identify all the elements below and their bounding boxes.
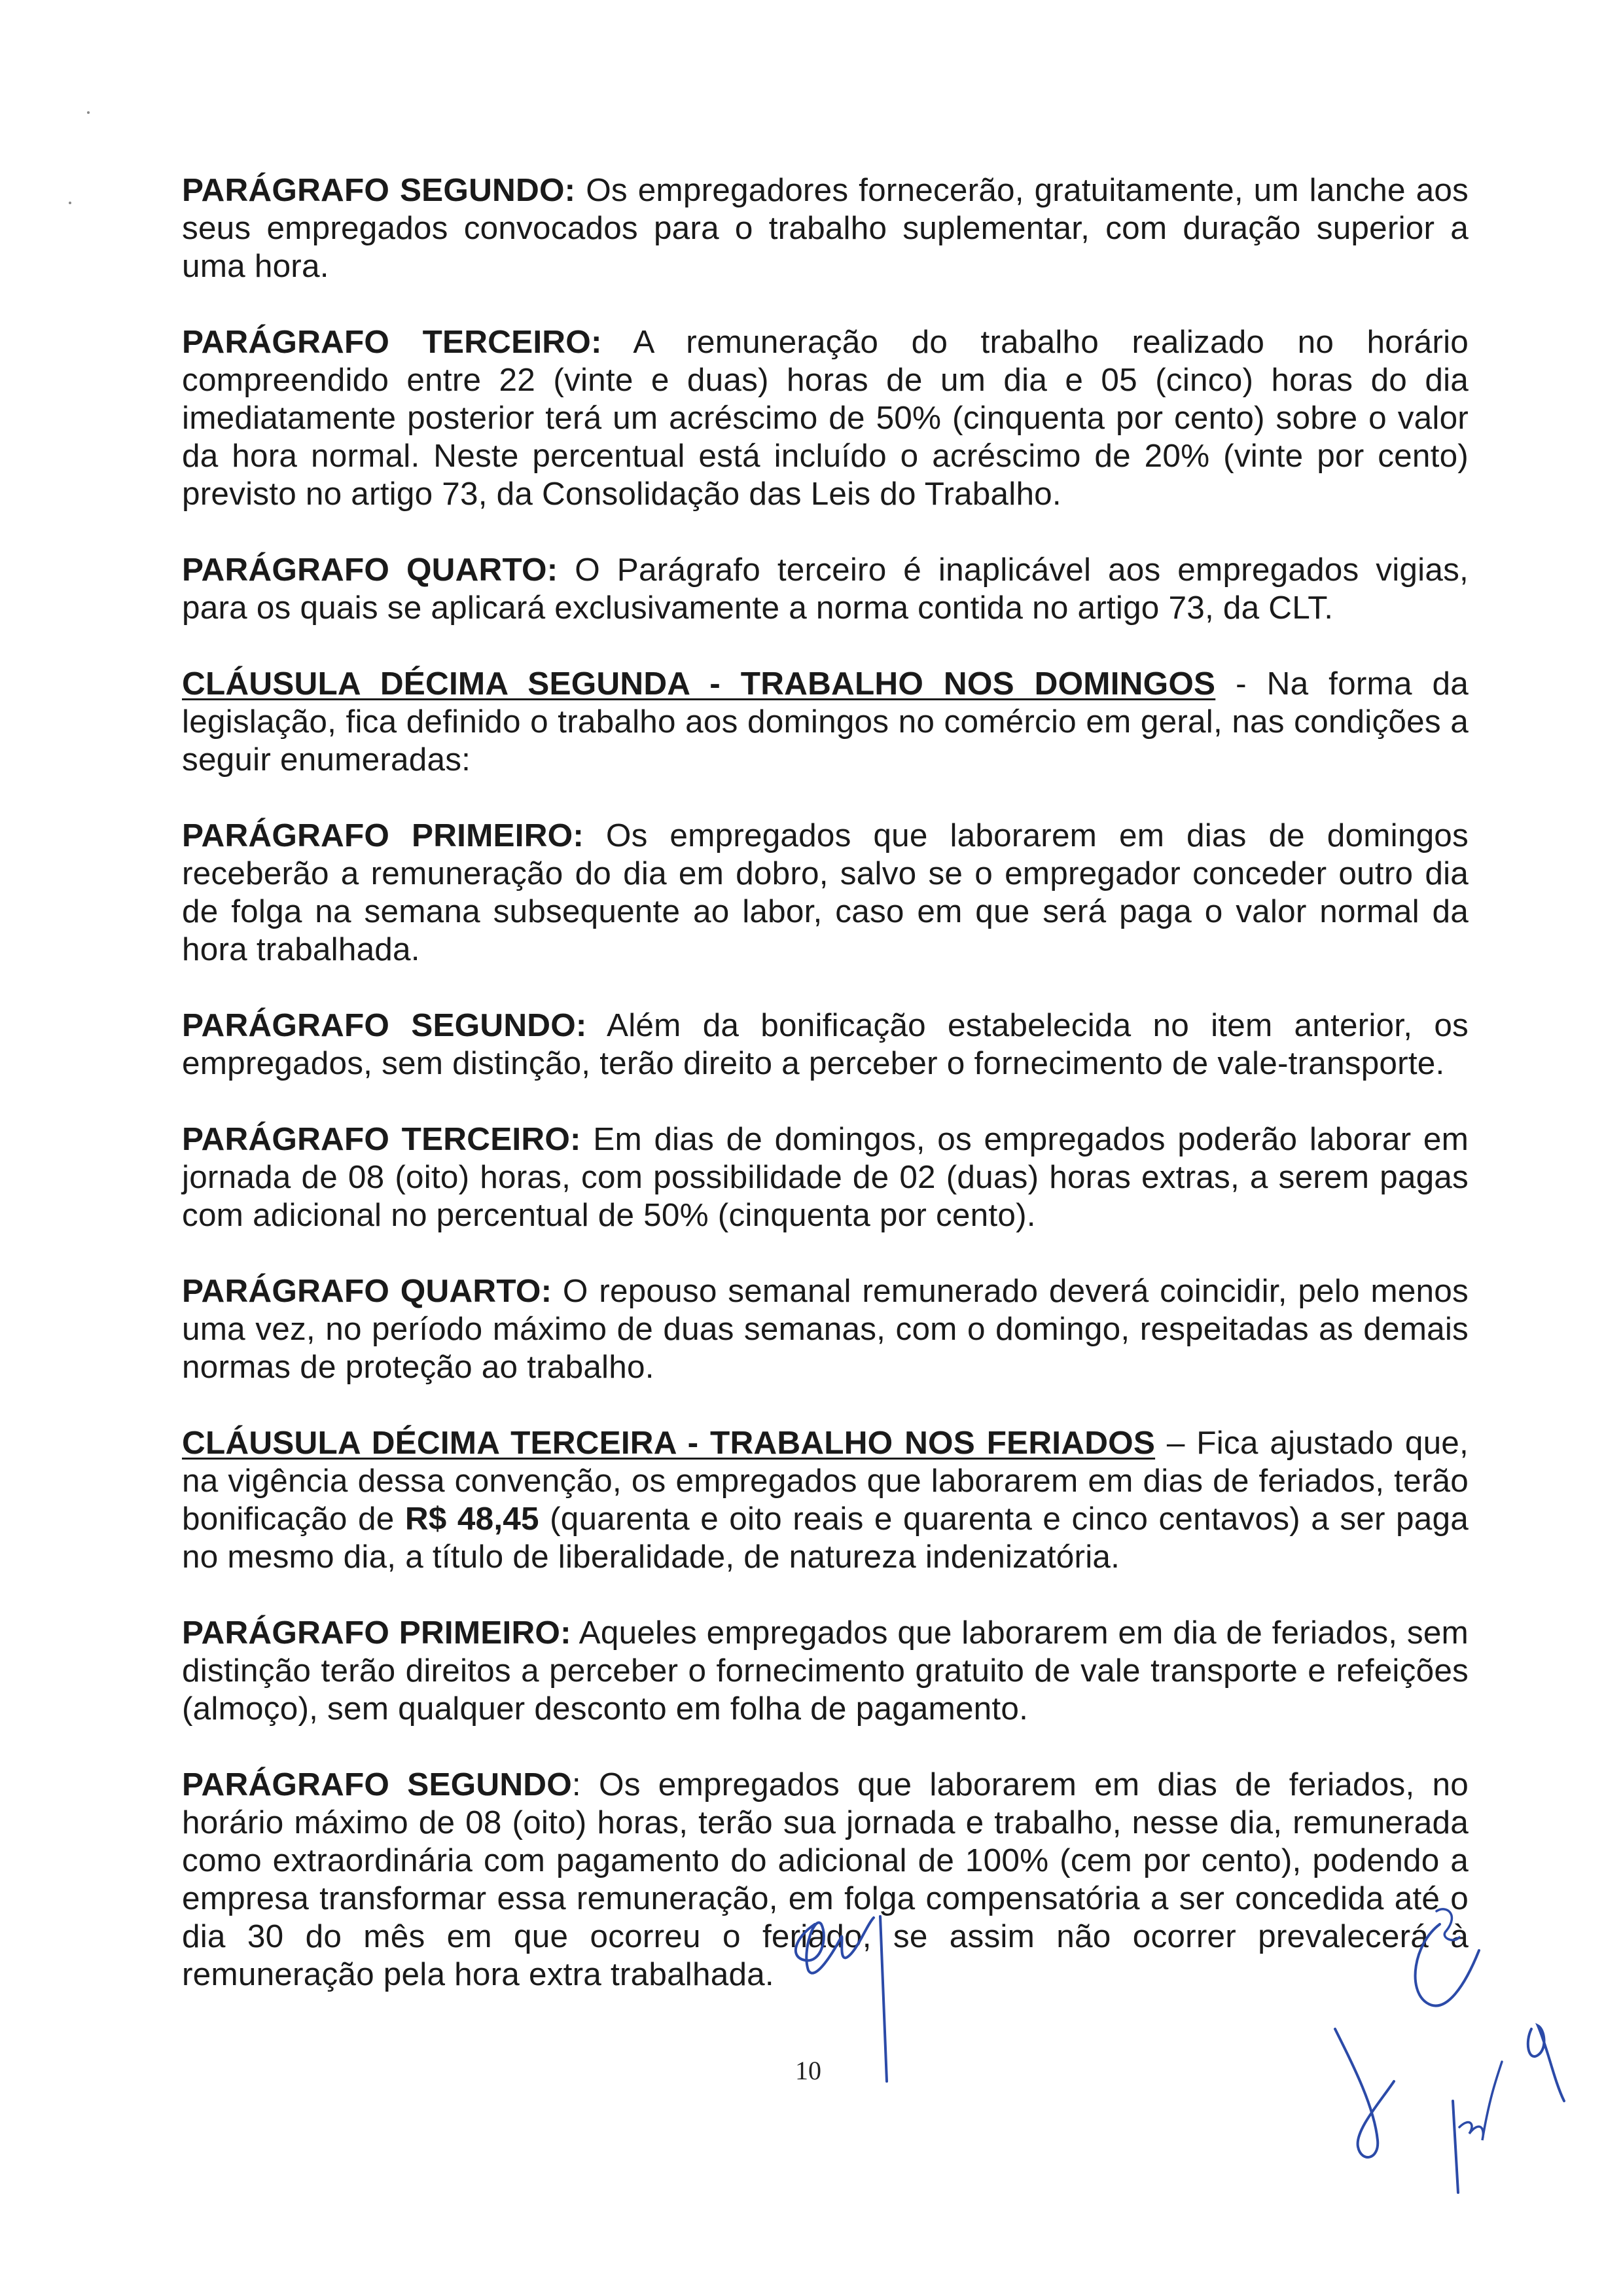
paragraph-text: Os empregados que laborarem em dias de domingos receberão a remuneração do dia em dobro, salvo se o empregador conceder outro dia de folga na semana subsequente ao labor, caso em que será paga o valor normal da hora trabalhada. <box>182 817 1469 967</box>
bonus-amount: R$ 48,45 <box>404 1501 539 1537</box>
paragraph-quarto <box>182 1272 1469 1386</box>
paragraph-segundo <box>182 171 1469 285</box>
signature-icon <box>1329 2003 1584 2199</box>
paragraph-terceiro <box>182 323 1469 513</box>
paragraph-text: : Os empregados que laborarem em dias de feriados, no horário máximo de 08 (oito) horas, terão sua jornada e trabalho, nesse dia, remunerada como extraordinária com pagamento do adicional de 100% (cem por cento), podendo a empresa transformar essa remuneração, em folga compensatória a ser concedida até o dia 30 do mês em que ocorreu o feriado, se assim não ocorrer prevalecerá à remuneração pela hora extra trabalhada. <box>182 1767 1469 1992</box>
paragraph-text: Aqueles empregados que laborarem em dia de feriados, sem distinção terão direitos a perceber o fornecimento gratuito de vale transporte e refeições (almoço), sem qualquer desconto em folha de pagamento. <box>182 1615 1469 1727</box>
clause-decima-segunda <box>182 665 1469 779</box>
clause-title: CLÁUSULA DÉCIMA TERCEIRA - TRABALHO NOS FERIADOS <box>182 1425 1156 1461</box>
page-number: 10 <box>795 2056 821 2085</box>
paragraph-text: Os empregadores fornecerão, gratuitamente, um lanche aos seus empregados convocados para o trabalho suplementar, com duração superior a uma hora. <box>182 172 1469 284</box>
paragraph-label: PARÁGRAFO TERCEIRO: <box>182 324 602 360</box>
scan-speck <box>69 202 71 204</box>
clause-text: – Fica ajustado que, na vigência dessa convenção, os empregados que laborarem em dias de feriados, terão bonificação de <box>182 1425 1469 1537</box>
paragraph-text: A remuneração do trabalho realizado no horário compreendido entre 22 (vinte e duas) horas de um dia e 05 (cinco) horas do dia imediatamente posterior terá um acréscimo de 50% (cinquenta por cento) sobre o valor da hora normal. Neste percentual está incluído o acréscimo de 20% (vinte por cento) previsto no artigo 73, da Consolidação das Leis do Trabalho. <box>182 324 1469 512</box>
paragraph-segundo <box>182 1007 1469 1083</box>
paragraph-label: PARÁGRAFO PRIMEIRO: <box>182 1615 571 1651</box>
paragraph-label: PARÁGRAFO SEGUNDO <box>182 1767 572 1803</box>
paragraph-text: O repouso semanal remunerado deverá coincidir, pelo menos uma vez, no período máximo de duas semanas, com o domingo, respeitadas as demais normas de proteção ao trabalho. <box>182 1273 1469 1385</box>
paragraph-label: PARÁGRAFO TERCEIRO: <box>182 1121 581 1157</box>
paragraph-label: PARÁGRAFO PRIMEIRO: <box>182 817 584 853</box>
clause-text: - Na forma da legislação, fica definido o trabalho aos domingos no comércio em geral, nas condições a seguir enumeradas: <box>182 666 1469 778</box>
clause-text: (quarenta e oito reais e quarenta e cinco centavos) a ser paga no mesmo dia, a título de liberalidade, de natureza indenizatória. <box>182 1501 1469 1575</box>
paragraph-text: Além da bonificação estabelecida no item anterior, os empregados, sem distinção, terão direito a perceber o fornecimento de vale-transporte. <box>182 1007 1469 1081</box>
paragraph-primeiro <box>182 1614 1469 1728</box>
paragraph-label: PARÁGRAFO QUARTO: <box>182 1273 552 1309</box>
paragraph-label: PARÁGRAFO SEGUNDO: <box>182 1007 587 1043</box>
paragraph-label: PARÁGRAFO SEGUNDO: <box>182 172 576 208</box>
paragraph-text: O Parágrafo terceiro é inaplicável aos empregados vigias, para os quais se aplicará exclusivamente a norma contida no artigo 73, da CLT. <box>182 552 1469 626</box>
clause-decima-terceira <box>182 1424 1469 1576</box>
paragraph-label: PARÁGRAFO QUARTO: <box>182 552 558 588</box>
clause-title: CLÁUSULA DÉCIMA SEGUNDA - TRABALHO NOS DOMINGOS <box>182 666 1216 702</box>
paragraph-terceiro <box>182 1121 1469 1234</box>
paragraph-text: Em dias de domingos, os empregados poderão laborar em jornada de 08 (oito) horas, com possibilidade de 02 (duas) horas extras, a serem pagas com adicional no percentual de 50% (cinquenta por cento). <box>182 1121 1469 1233</box>
document-body <box>182 171 1469 2032</box>
scan-speck <box>87 111 90 114</box>
handwritten-initial-right-lower <box>1329 2003 1584 2199</box>
paragraph-primeiro <box>182 817 1469 969</box>
paragraph-quarto <box>182 551 1469 627</box>
